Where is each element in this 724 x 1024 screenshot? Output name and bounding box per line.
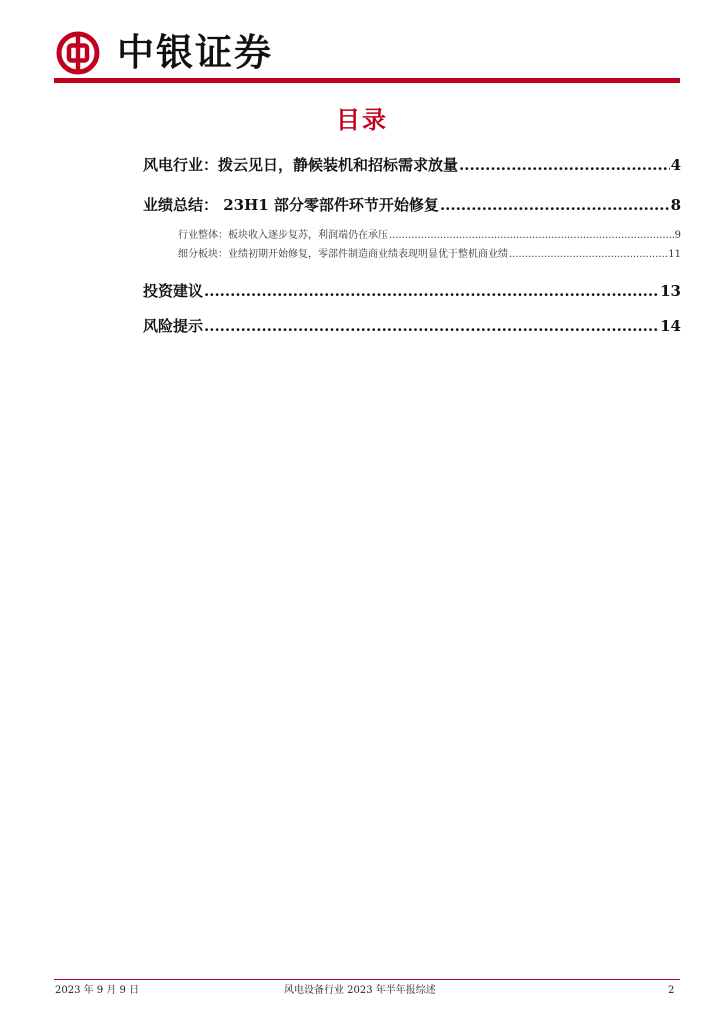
toc-leader-dots [509,248,667,262]
toc-entry-text: 细分板块：业绩初期开始修复，零部件制造商业绩表现明显优于整机商业绩 [178,249,508,260]
footer-report-title: 风电设备行业 2023 年半年报综述 [284,985,436,996]
toc-entry-wind-industry[interactable] [143,155,681,175]
toc-leader-dots [204,316,659,336]
toc-entry-text: 风电行业：拨云见日，静候装机和招标需求放量 [143,156,459,174]
toc-entry-page: 4 [670,156,681,174]
footer-page-number: 2 [668,985,675,996]
footer-date: 2023 年 9 月 9 日 [55,985,140,996]
page-header [55,27,680,81]
toc-entry-page: 9 [674,230,681,241]
toc-entry-risk-warning[interactable] [143,316,681,336]
toc-leader-dots [459,155,670,175]
toc-entry-page: 8 [670,196,681,214]
footer-divider [54,979,680,980]
toc-entry-text: 行业整体：板块收入逐步复苏，利润端仍在承压 [178,230,388,241]
header-divider [54,78,680,83]
bank-of-china-logo-icon [56,31,100,75]
toc-leader-dots [440,195,670,215]
toc-entry-text: 投资建议 [143,282,204,300]
toc-entry-investment-advice[interactable] [143,281,681,301]
toc-entry-results-summary[interactable] [143,195,681,215]
toc-entry-page: 11 [668,249,681,260]
toc-subentry-segments[interactable] [143,248,681,262]
toc-leader-dots [389,229,674,243]
toc-title: 目录 [336,106,388,134]
toc-entry-page: 13 [660,282,681,300]
toc-entry-page: 14 [660,317,681,335]
brand-name: 中银证券 [117,31,273,74]
toc-leader-dots [204,281,659,301]
toc-subentry-industry-overall[interactable] [143,229,681,243]
toc-entry-text: 风险提示 [143,317,204,335]
toc-entry-text: 业绩总结： 23H1 部分零部件环节开始修复 [143,196,439,214]
